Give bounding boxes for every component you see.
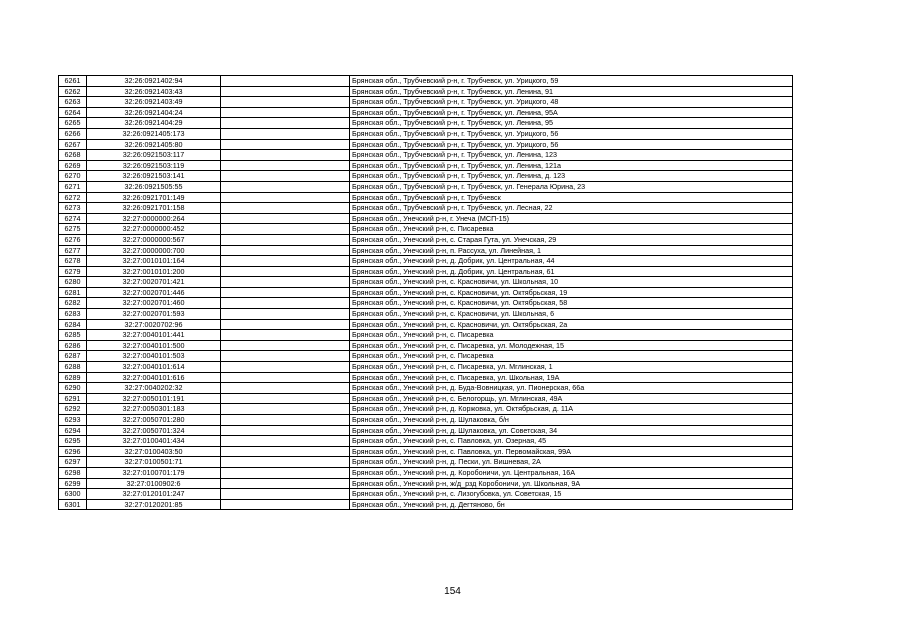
cadastral-number-cell: 32:27:0100403:50	[87, 446, 221, 457]
empty-cell	[221, 192, 350, 203]
cadastral-number-cell: 32:27:0000000:700	[87, 245, 221, 256]
cadastral-number-cell: 32:27:0020701:446	[87, 287, 221, 298]
row-number-cell: 6273	[59, 203, 87, 214]
address-cell: Брянская обл., Унечский р-н, д. Шулаковка, ул. Советская, 34	[350, 425, 793, 436]
address-cell: Брянская обл., Трубчевский р-н, г. Трубчевск, ул. Урицкого, 56	[350, 139, 793, 150]
empty-cell	[221, 351, 350, 362]
table-row	[59, 425, 793, 436]
row-number-cell: 6278	[59, 256, 87, 267]
cadastral-number-cell: 32:27:0040101:616	[87, 372, 221, 383]
address-cell: Брянская обл., Трубчевский р-н, г. Трубчевск, ул. Урицкого, 48	[350, 97, 793, 108]
empty-cell	[221, 340, 350, 351]
row-number-cell: 6285	[59, 330, 87, 341]
row-number-cell: 6299	[59, 478, 87, 489]
cadastral-number-cell: 32:27:0040101:441	[87, 330, 221, 341]
row-number-cell: 6268	[59, 150, 87, 161]
empty-cell	[221, 266, 350, 277]
row-number-cell: 6261	[59, 76, 87, 87]
row-number-cell: 6267	[59, 139, 87, 150]
table-row	[59, 266, 793, 277]
address-cell: Брянская обл., Унечский р-н, д. Дегтяново, бн	[350, 499, 793, 510]
table-row	[59, 234, 793, 245]
table-row	[59, 277, 793, 288]
row-number-cell: 6262	[59, 86, 87, 97]
empty-cell	[221, 128, 350, 139]
cadastral-number-cell: 32:27:0040101:503	[87, 351, 221, 362]
table-row	[59, 489, 793, 500]
empty-cell	[221, 86, 350, 97]
cadastral-number-cell: 32:27:0100701:179	[87, 467, 221, 478]
empty-cell	[221, 287, 350, 298]
empty-cell	[221, 489, 350, 500]
cadastral-number-cell: 32:26:0921404:24	[87, 107, 221, 118]
address-cell: Брянская обл., Унечский р-н, д. Добрик, ул. Центральная, 61	[350, 266, 793, 277]
table-row	[59, 404, 793, 415]
empty-cell	[221, 234, 350, 245]
address-cell: Брянская обл., Трубчевский р-н, г. Трубчевск, ул. Ленина, д. 123	[350, 171, 793, 182]
cadastral-number-cell: 32:27:0020702:96	[87, 319, 221, 330]
empty-cell	[221, 203, 350, 214]
empty-cell	[221, 298, 350, 309]
table-row	[59, 97, 793, 108]
empty-cell	[221, 499, 350, 510]
cadastral-number-cell: 32:26:0921503:119	[87, 160, 221, 171]
empty-cell	[221, 330, 350, 341]
cadastral-number-cell: 32:27:0120101:247	[87, 489, 221, 500]
table-row	[59, 298, 793, 309]
table-row	[59, 245, 793, 256]
empty-cell	[221, 436, 350, 447]
row-number-cell: 6275	[59, 224, 87, 235]
address-cell: Брянская обл., Унечский р-н, с. Белогорщь, ул. Мглинская, 49А	[350, 393, 793, 404]
empty-cell	[221, 478, 350, 489]
row-number-cell: 6300	[59, 489, 87, 500]
cadastral-number-cell: 32:27:0040101:614	[87, 362, 221, 373]
row-number-cell: 6297	[59, 457, 87, 468]
table-row	[59, 171, 793, 182]
table-row	[59, 309, 793, 320]
table-row	[59, 351, 793, 362]
address-cell: Брянская обл., Унечский р-н, с. Красновичи, ул. Октябрьская, 58	[350, 298, 793, 309]
table-row	[59, 139, 793, 150]
address-cell: Брянская обл., Унечский р-н, с. Писаревка	[350, 351, 793, 362]
table-row	[59, 372, 793, 383]
row-number-cell: 6296	[59, 446, 87, 457]
empty-cell	[221, 319, 350, 330]
row-number-cell: 6274	[59, 213, 87, 224]
table-row	[59, 467, 793, 478]
address-cell: Брянская обл., Унечский р-н, с. Писаревка	[350, 224, 793, 235]
address-cell: Брянская обл., Трубчевский р-н, г. Трубчевск	[350, 192, 793, 203]
registry-table-body	[59, 76, 793, 510]
cadastral-number-cell: 32:27:0000000:264	[87, 213, 221, 224]
empty-cell	[221, 107, 350, 118]
table-row	[59, 213, 793, 224]
empty-cell	[221, 118, 350, 129]
table-row	[59, 340, 793, 351]
empty-cell	[221, 139, 350, 150]
address-cell: Брянская обл., Трубчевский р-н, г. Трубчевск, ул. Ленина, 123	[350, 150, 793, 161]
cadastral-number-cell: 32:27:0050101:191	[87, 393, 221, 404]
cadastral-number-cell: 32:27:0050701:324	[87, 425, 221, 436]
cadastral-number-cell: 32:27:0100501:71	[87, 457, 221, 468]
table-row	[59, 287, 793, 298]
row-number-cell: 6284	[59, 319, 87, 330]
table-row	[59, 107, 793, 118]
row-number-cell: 6265	[59, 118, 87, 129]
empty-cell	[221, 309, 350, 320]
address-cell: Брянская обл., Трубчевский р-н, г. Трубчевск, ул. Генерала Юрина, 23	[350, 181, 793, 192]
address-cell: Брянская обл., Трубчевский р-н, г. Трубчевск, ул. Лесная, 22	[350, 203, 793, 214]
table-row	[59, 457, 793, 468]
cadastral-number-cell: 32:27:0100902:6	[87, 478, 221, 489]
empty-cell	[221, 457, 350, 468]
table-row	[59, 499, 793, 510]
cadastral-number-cell: 32:27:0010101:200	[87, 266, 221, 277]
table-row	[59, 128, 793, 139]
cadastral-number-cell: 32:27:0100401:434	[87, 436, 221, 447]
address-cell: Брянская обл., Трубчевский р-н, г. Трубчевск, ул. Урицкого, 56	[350, 128, 793, 139]
table-row	[59, 330, 793, 341]
row-number-cell: 6293	[59, 415, 87, 426]
row-number-cell: 6264	[59, 107, 87, 118]
row-number-cell: 6272	[59, 192, 87, 203]
cadastral-number-cell: 32:27:0040101:500	[87, 340, 221, 351]
address-cell: Брянская обл., Трубчевский р-н, г. Трубчевск, ул. Ленина, 95А	[350, 107, 793, 118]
table-row	[59, 256, 793, 267]
cadastral-number-cell: 32:26:0921405:173	[87, 128, 221, 139]
cadastral-number-cell: 32:26:0921403:49	[87, 97, 221, 108]
cadastral-number-cell: 32:27:0020701:421	[87, 277, 221, 288]
table-row	[59, 319, 793, 330]
row-number-cell: 6270	[59, 171, 87, 182]
row-number-cell: 6287	[59, 351, 87, 362]
row-number-cell: 6283	[59, 309, 87, 320]
row-number-cell: 6271	[59, 181, 87, 192]
cadastral-number-cell: 32:26:0921701:149	[87, 192, 221, 203]
address-cell: Брянская обл., Унечский р-н, с. Красновичи, ул. Школьная, 10	[350, 277, 793, 288]
cadastral-number-cell: 32:26:0921503:141	[87, 171, 221, 182]
row-number-cell: 6281	[59, 287, 87, 298]
row-number-cell: 6280	[59, 277, 87, 288]
empty-cell	[221, 76, 350, 87]
address-cell: Брянская обл., Унечский р-н, п. Рассуха, ул. Линейная, 1	[350, 245, 793, 256]
empty-cell	[221, 224, 350, 235]
empty-cell	[221, 383, 350, 394]
address-cell: Брянская обл., Трубчевский р-н, г. Трубчевск, ул. Ленина, 95	[350, 118, 793, 129]
cadastral-number-cell: 32:27:0050301:183	[87, 404, 221, 415]
empty-cell	[221, 372, 350, 383]
cadastral-number-cell: 32:26:0921505:55	[87, 181, 221, 192]
row-number-cell: 6289	[59, 372, 87, 383]
empty-cell	[221, 425, 350, 436]
address-cell: Брянская обл., Унечский р-н, ж/д_рзд Коробоничи, ул. Школьная, 9А	[350, 478, 793, 489]
row-number-cell: 6298	[59, 467, 87, 478]
empty-cell	[221, 393, 350, 404]
row-number-cell: 6291	[59, 393, 87, 404]
address-cell: Брянская обл., Трубчевский р-н, г. Трубчевск, ул. Урицкого, 59	[350, 76, 793, 87]
row-number-cell: 6269	[59, 160, 87, 171]
table-row	[59, 86, 793, 97]
address-cell: Брянская обл., Унечский р-н, с. Красновичи, ул. Октябрьская, 2а	[350, 319, 793, 330]
table-row	[59, 203, 793, 214]
row-number-cell: 6288	[59, 362, 87, 373]
table-row	[59, 446, 793, 457]
address-cell: Брянская обл., Унечский р-н, д. Шулаковка, б/н	[350, 415, 793, 426]
address-cell: Брянская обл., Унечский р-н, д. Пески, ул. Вишневая, 2А	[350, 457, 793, 468]
cadastral-number-cell: 32:26:0921403:43	[87, 86, 221, 97]
table-row	[59, 150, 793, 161]
table-row	[59, 362, 793, 373]
cadastral-number-cell: 32:26:0921503:117	[87, 150, 221, 161]
row-number-cell: 6295	[59, 436, 87, 447]
address-cell: Брянская обл., Унечский р-н, с. Старая Гута, ул. Унечская, 29	[350, 234, 793, 245]
cadastral-number-cell: 32:26:0921405:80	[87, 139, 221, 150]
row-number-cell: 6263	[59, 97, 87, 108]
empty-cell	[221, 362, 350, 373]
cadastral-number-cell: 32:27:0040202:32	[87, 383, 221, 394]
cadastral-number-cell: 32:27:0010101:164	[87, 256, 221, 267]
cadastral-number-cell: 32:27:0020701:460	[87, 298, 221, 309]
table-row	[59, 118, 793, 129]
empty-cell	[221, 256, 350, 267]
table-row	[59, 393, 793, 404]
cadastral-number-cell: 32:27:0000000:567	[87, 234, 221, 245]
row-number-cell: 6292	[59, 404, 87, 415]
empty-cell	[221, 171, 350, 182]
address-cell: Брянская обл., Трубчевский р-н, г. Трубчевск, ул. Ленина, 121а	[350, 160, 793, 171]
address-cell: Брянская обл., Унечский р-н, с. Лизогубовка, ул. Советская, 15	[350, 489, 793, 500]
row-number-cell: 6286	[59, 340, 87, 351]
address-cell: Брянская обл., Трубчевский р-н, г. Трубчевск, ул. Ленина, 91	[350, 86, 793, 97]
address-cell: Брянская обл., Унечский р-н, с. Писаревка, ул. Мглинская, 1	[350, 362, 793, 373]
empty-cell	[221, 213, 350, 224]
address-cell: Брянская обл., Унечский р-н, с. Красновичи, ул. Октябрьская, 19	[350, 287, 793, 298]
cadastral-number-cell: 32:27:0050701:280	[87, 415, 221, 426]
empty-cell	[221, 446, 350, 457]
empty-cell	[221, 467, 350, 478]
cadastral-number-cell: 32:26:0921404:29	[87, 118, 221, 129]
cadastral-number-cell: 32:27:0020701:593	[87, 309, 221, 320]
address-cell: Брянская обл., Унечский р-н, д. Добрик, ул. Центральная, 44	[350, 256, 793, 267]
table-row	[59, 224, 793, 235]
row-number-cell: 6301	[59, 499, 87, 510]
address-cell: Брянская обл., Унечский р-н, г. Унеча (МСП-15)	[350, 213, 793, 224]
cadastral-number-cell: 32:26:0921701:158	[87, 203, 221, 214]
address-cell: Брянская обл., Унечский р-н, д. Коржовка, ул. Октябрьская, д. 11А	[350, 404, 793, 415]
empty-cell	[221, 404, 350, 415]
table-row	[59, 383, 793, 394]
table-row	[59, 181, 793, 192]
address-cell: Брянская обл., Унечский р-н, д. Коробоничи, ул. Центральная, 16А	[350, 467, 793, 478]
row-number-cell: 6266	[59, 128, 87, 139]
address-cell: Брянская обл., Унечский р-н, с. Писаревка, ул. Школьная, 19А	[350, 372, 793, 383]
empty-cell	[221, 415, 350, 426]
address-cell: Брянская обл., Унечский р-н, с. Павловка, ул. Озерная, 45	[350, 436, 793, 447]
address-cell: Брянская обл., Унечский р-н, с. Красновичи, ул. Школьная, 6	[350, 309, 793, 320]
cadastral-number-cell: 32:27:0120201:85	[87, 499, 221, 510]
table-row	[59, 436, 793, 447]
row-number-cell: 6277	[59, 245, 87, 256]
table-row	[59, 76, 793, 87]
row-number-cell: 6276	[59, 234, 87, 245]
table-row	[59, 415, 793, 426]
table-row	[59, 478, 793, 489]
empty-cell	[221, 97, 350, 108]
address-cell: Брянская обл., Унечский р-н, д. Буда-Вовницкая, ул. Пионерская, 66а	[350, 383, 793, 394]
cadastral-number-cell: 32:26:0921402:94	[87, 76, 221, 87]
table-row	[59, 160, 793, 171]
table-row	[59, 192, 793, 203]
page-number: 154	[444, 586, 461, 597]
empty-cell	[221, 181, 350, 192]
empty-cell	[221, 160, 350, 171]
row-number-cell: 6279	[59, 266, 87, 277]
row-number-cell: 6282	[59, 298, 87, 309]
empty-cell	[221, 150, 350, 161]
row-number-cell: 6290	[59, 383, 87, 394]
empty-cell	[221, 245, 350, 256]
address-cell: Брянская обл., Унечский р-н, с. Павловка, ул. Первомайская, 99А	[350, 446, 793, 457]
address-cell: Брянская обл., Унечский р-н, с. Писаревка	[350, 330, 793, 341]
cadastral-number-cell: 32:27:0000000:452	[87, 224, 221, 235]
empty-cell	[221, 277, 350, 288]
row-number-cell: 6294	[59, 425, 87, 436]
address-cell: Брянская обл., Унечский р-н, с. Писаревка, ул. Молодежная, 15	[350, 340, 793, 351]
registry-table	[58, 75, 793, 510]
